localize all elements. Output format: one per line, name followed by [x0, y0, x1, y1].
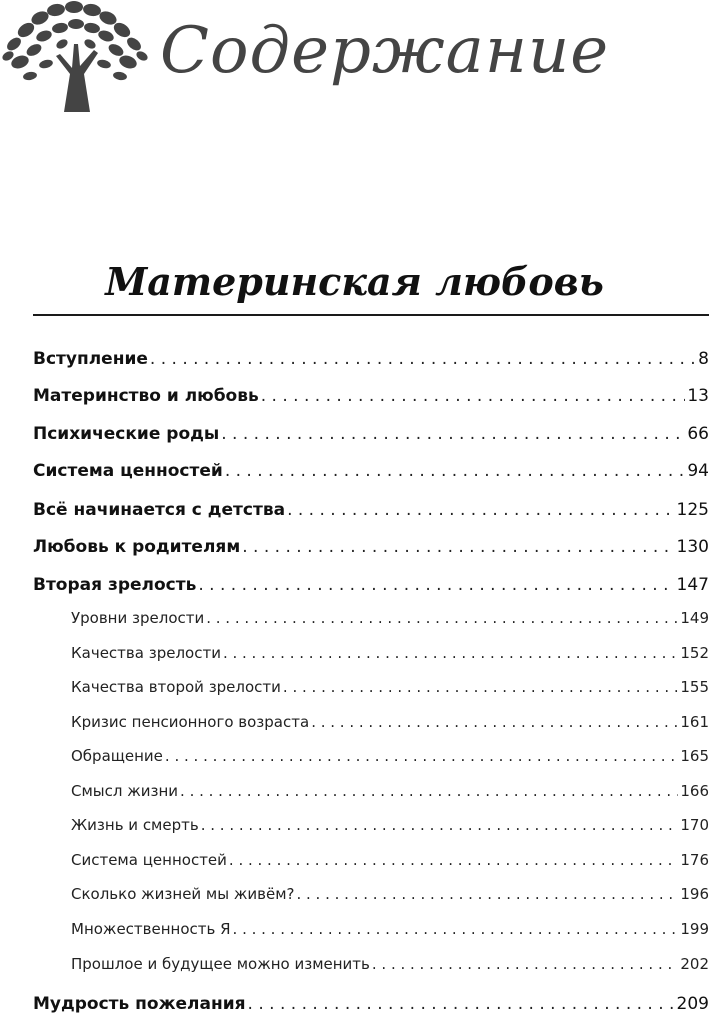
- toc-entry-title: Любовь к родителям: [33, 537, 241, 557]
- toc-entry-title: Вторая зрелость: [33, 575, 197, 595]
- dot-leader: [287, 500, 674, 520]
- toc-entry-page: 161: [680, 713, 709, 731]
- toc-entry-page: 152: [680, 644, 709, 662]
- toc-entry-title: Сколько жизней мы живём?: [71, 885, 295, 903]
- dot-leader: [225, 461, 686, 481]
- toc-entry-page: 170: [680, 816, 709, 834]
- toc-entry-page: 149: [680, 609, 709, 627]
- toc-entry-title: Кризис пенсионного возраста: [71, 713, 310, 731]
- toc-subentry[interactable]: [71, 885, 709, 903]
- toc-entry-page: 209: [676, 994, 709, 1014]
- toc-entry-page: 147: [676, 575, 709, 595]
- toc-subentry[interactable]: [71, 747, 709, 765]
- toc-entry[interactable]: [33, 386, 709, 406]
- dot-leader: [296, 885, 678, 903]
- dot-leader: [372, 955, 678, 973]
- toc-entry-title: Обращение: [71, 747, 163, 765]
- toc-subentry[interactable]: [71, 920, 709, 938]
- toc-subentry[interactable]: [71, 678, 709, 696]
- dot-leader: [206, 609, 678, 627]
- toc-entry[interactable]: [33, 537, 709, 557]
- toc-entry-title: Качества зрелости: [71, 644, 221, 662]
- dot-leader: [150, 349, 696, 369]
- toc-entry-title: Мудрость пожелания: [33, 994, 246, 1014]
- toc-entry[interactable]: [33, 994, 709, 1014]
- toc-subentry[interactable]: [71, 955, 709, 973]
- toc-entry-page: 196: [680, 885, 709, 903]
- toc-entry[interactable]: [33, 500, 709, 520]
- dot-leader: [229, 851, 678, 869]
- toc-entry-title: Уровни зрелости: [71, 609, 205, 627]
- toc-entry-page: 66: [687, 424, 709, 444]
- toc-subentry[interactable]: [71, 816, 709, 834]
- toc-entry-page: 199: [680, 920, 709, 938]
- dot-leader: [261, 386, 686, 406]
- toc-entry[interactable]: [33, 349, 709, 369]
- dot-leader: [311, 713, 678, 731]
- toc-entry-title: Прошлое и будущее можно изменить: [71, 955, 370, 973]
- toc-entry[interactable]: [33, 424, 709, 444]
- dot-leader: [180, 782, 678, 800]
- toc-entry-title: Система ценностей: [33, 461, 223, 481]
- toc-subentry[interactable]: [71, 713, 709, 731]
- toc-entry-title: Вступление: [33, 349, 148, 369]
- toc-entry-title: Всё начинается с детства: [33, 500, 286, 520]
- dot-leader: [201, 816, 679, 834]
- dot-leader: [248, 994, 675, 1014]
- toc-subentry[interactable]: [71, 609, 709, 627]
- toc-entry-title: Жизнь и смерть: [71, 816, 199, 834]
- dot-leader: [221, 424, 685, 444]
- toc-entry-title: Материнство и любовь: [33, 386, 259, 406]
- toc-entry-page: 94: [687, 461, 709, 481]
- dot-leader: [233, 920, 679, 938]
- toc-entry-page: 8: [698, 349, 709, 369]
- dot-leader: [242, 537, 674, 557]
- page-title: Содержание: [160, 14, 610, 88]
- toc-entry-title: Смысл жизни: [71, 782, 179, 800]
- toc-entry-page: 155: [680, 678, 709, 696]
- toc-entry[interactable]: [33, 461, 709, 481]
- book-title: Материнская любовь: [105, 259, 604, 304]
- dot-leader: [223, 644, 678, 662]
- toc-entry-title: Множественность Я: [71, 920, 231, 938]
- toc-entry-page: 176: [680, 851, 709, 869]
- dot-leader: [165, 747, 678, 765]
- toc-subentry[interactable]: [71, 644, 709, 662]
- toc-entry-page: 125: [676, 500, 709, 520]
- toc-entry-title: Система ценностей: [71, 851, 227, 869]
- toc-entry-page: 202: [680, 955, 709, 973]
- toc-subentry[interactable]: [71, 782, 709, 800]
- toc-entry-title: Качества второй зрелости: [71, 678, 281, 696]
- toc-entry[interactable]: [33, 575, 709, 595]
- toc-entry-page: 13: [687, 386, 709, 406]
- dot-leader: [198, 575, 674, 595]
- toc-entry-title: Психические роды: [33, 424, 220, 444]
- dot-leader: [283, 678, 678, 696]
- toc-entry-page: 130: [676, 537, 709, 557]
- toc-subentry[interactable]: [71, 851, 709, 869]
- toc-entry-page: 165: [680, 747, 709, 765]
- toc-entry-page: 166: [680, 782, 709, 800]
